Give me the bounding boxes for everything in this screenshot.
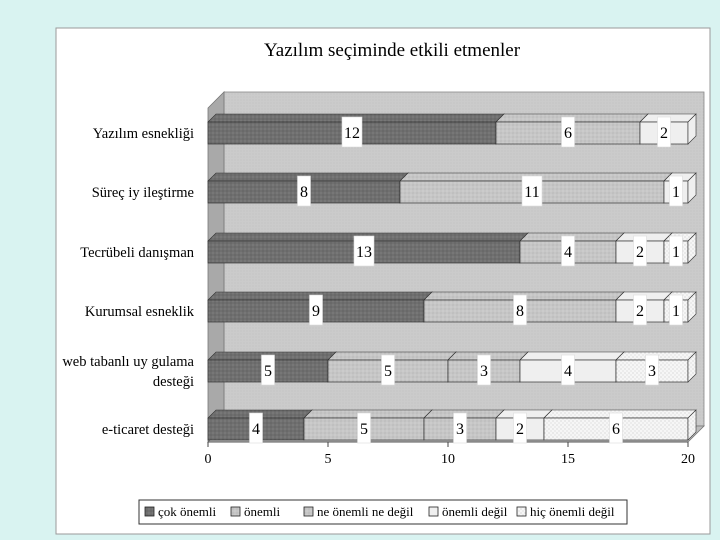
data-label [262,355,275,385]
legend-item [304,504,414,519]
data-label [646,355,659,385]
plot-area [208,92,704,442]
data-label-text: 6 [612,421,620,438]
legend-swatch [517,507,526,516]
data-label [478,355,491,385]
data-label-text: 9 [312,303,320,320]
data-label [514,295,527,325]
data-label-text: 4 [564,363,572,380]
chart-title: Yazılım seçiminde etkili etmenler [263,40,521,61]
data-label [454,413,467,443]
data-label [310,295,323,325]
data-label-text: 5 [384,363,392,380]
data-label [562,355,575,385]
category-label: Tecrübeli danışman [80,245,194,261]
data-label-text: 8 [300,184,308,201]
legend-swatch [304,507,313,516]
legend-label: hiç önemli değil [530,504,615,519]
legend-label: ne önemli ne değil [317,504,414,519]
data-label [342,117,362,147]
data-label [610,413,623,443]
x-tick-label: 10 [441,452,455,467]
data-label-text: 3 [456,421,464,438]
data-label [514,413,527,443]
data-label-text: 1 [672,184,680,201]
data-label-text: 2 [660,125,668,142]
data-label-text: 5 [360,421,368,438]
data-label-text: 11 [524,184,540,201]
category-label: Yazılım esnekliği [92,126,194,142]
category-label: Süreç iy ileştirme [91,185,194,201]
data-label [658,117,671,147]
legend-swatch [231,507,240,516]
data-label [670,236,683,266]
legend [139,500,627,524]
side-wall [208,92,224,442]
data-label-text: 8 [516,303,524,320]
data-label-text: 4 [252,421,260,438]
legend-label: önemli değil [442,504,508,519]
data-label-text: 6 [564,125,572,142]
data-label-text: 5 [264,363,272,380]
data-label-text: 4 [564,244,572,261]
category-label: e-ticaret desteği [101,422,194,438]
legend-swatch [145,507,154,516]
data-label [562,236,575,266]
data-label-text: 2 [636,303,644,320]
data-label-text: 3 [648,363,656,380]
data-label-text: 2 [516,421,524,438]
legend-label: çok önemli [158,504,217,519]
legend-item [517,504,615,519]
data-label-text: 1 [672,244,680,261]
data-label [298,176,311,206]
data-label [634,236,647,266]
data-label [522,176,542,206]
data-label-text: 1 [672,303,680,320]
data-label [562,117,575,147]
category-label: web tabanlı uy gulama [62,354,194,370]
data-label-text: 2 [636,244,644,261]
data-label-text: 3 [480,363,488,380]
category-label: Kurumsal esneklik [84,304,194,320]
data-label [670,176,683,206]
legend-swatch [429,507,438,516]
x-tick-label: 0 [204,452,212,467]
x-tick-label: 20 [681,452,695,467]
data-label [634,295,647,325]
data-label [358,413,371,443]
category-label: desteği [152,374,194,390]
data-label [250,413,263,443]
x-tick-label: 5 [324,452,332,467]
data-label [354,236,374,266]
data-label-text: 13 [356,244,372,261]
legend-label: önemli [244,504,281,519]
data-label [670,295,683,325]
x-tick-label: 15 [561,452,575,467]
data-label [382,355,395,385]
data-label-text: 12 [344,125,360,142]
